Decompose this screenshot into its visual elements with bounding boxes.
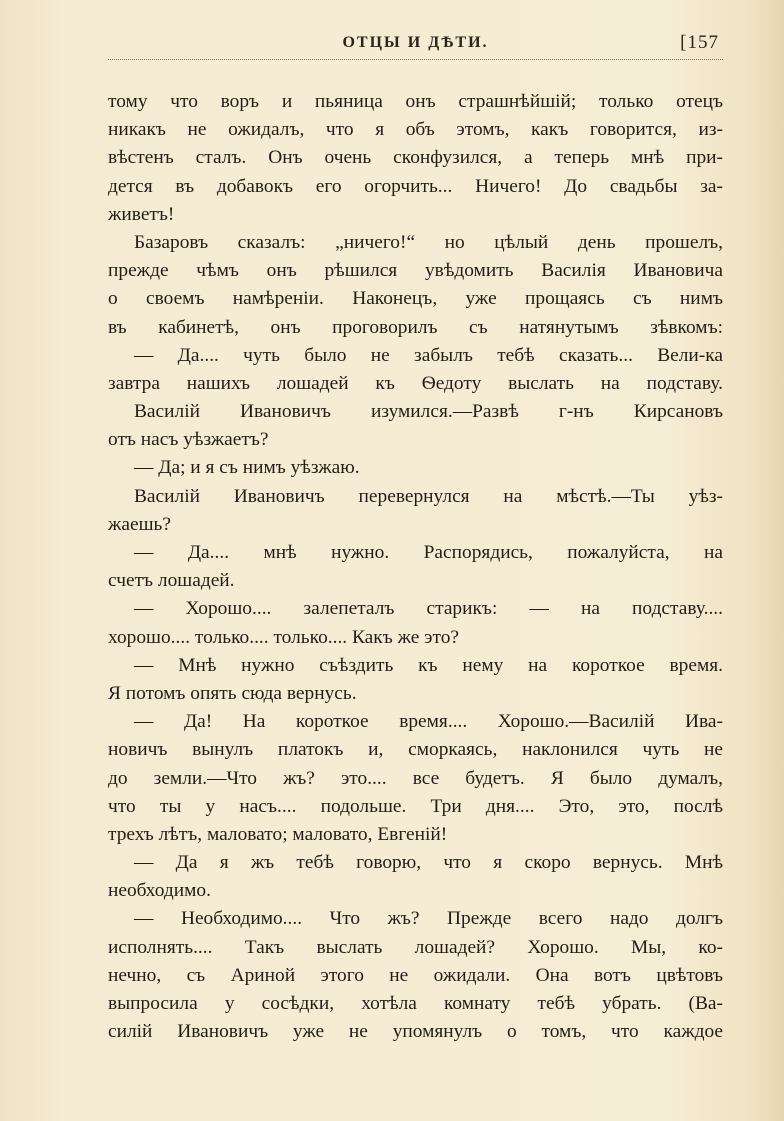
- text-line: — Да.... чуть было не забылъ тебѣ сказать... Вели-ка: [134, 344, 723, 366]
- running-title: ОТЦЫ И ДѢТИ.: [342, 34, 489, 51]
- text-line: завтра нашихъ лошадей къ Ѳедоту выслать на подставу.: [108, 372, 723, 394]
- text-line: дется въ добавокъ его огорчить... Ничего! До свадьбы за-: [108, 175, 723, 197]
- text-line: исполнять.... Такъ выслать лошадей? Хорошо. Мы, ко-: [108, 936, 723, 958]
- text-line: — Да.... мнѣ нужно. Распорядись, пожалуйста, на: [134, 542, 723, 563]
- header-rule: [108, 59, 723, 60]
- page-number: [157: [680, 32, 719, 53]
- body-text: [108, 88, 723, 1046]
- text-line: силій Ивановичъ уже не упомянулъ о томъ, что каждое: [108, 1021, 723, 1043]
- text-line: вѣстенъ сталъ. Онъ очень сконфузился, а теперь мнѣ при-: [108, 147, 723, 169]
- text-line: никакъ не ожидалъ, что я объ этомъ, какъ говорится, из-: [108, 119, 723, 141]
- text-line: выпросила у сосѣдки, хотѣла комнату тебѣ убрать. (Ва-: [108, 993, 723, 1014]
- text-line: необходимо.: [108, 880, 211, 902]
- text-line: нечно, съ Ариной этого не ожидали. Она вотъ цвѣтовъ: [108, 964, 723, 986]
- text-line: трехъ лѣтъ, маловато; маловато, Евгеній!: [108, 823, 448, 845]
- text-line: — Да; и я съ нимъ уѣзжаю.: [134, 457, 360, 479]
- text-line: — Необходимо.... Что жъ? Прежде всего надо долгъ: [134, 908, 723, 930]
- text-line: новичъ вынулъ платокъ и, сморкаясь, наклонился чуть не: [108, 739, 723, 761]
- text-line: въ кабинетѣ, онъ проговорилъ съ натянутымъ зѣвкомъ:: [108, 316, 723, 338]
- text-line: Василій Ивановичъ изумился.—Развѣ г-нъ Кирсановъ: [134, 401, 723, 423]
- text-line: живетъ!: [108, 203, 175, 225]
- text-line: счетъ лошадей.: [108, 570, 235, 592]
- text-line: что ты у насъ.... подольше. Три дня.... Это, это, послѣ: [108, 795, 723, 817]
- text-line: отъ насъ уѣзжаетъ?: [108, 429, 269, 451]
- text-line: — Да я жъ тебѣ говорю, что я скоро вернусь. Мнѣ: [134, 852, 723, 874]
- text-line: Базаровъ сказалъ: „ничего!“ но цѣлый день прошелъ,: [134, 231, 723, 253]
- text-line: — Хорошо.... залепеталъ старикъ: — на подставу....: [134, 598, 723, 620]
- text-line: жаешь?: [108, 513, 171, 535]
- text-line: о своемъ намѣреніи. Наконецъ, уже прощаясь съ нимъ: [108, 288, 723, 310]
- text-line: Я потомъ опять сюда вернусь.: [108, 682, 357, 704]
- text-line: до земли.—Что жъ? это.... все будетъ. Я было думалъ,: [108, 767, 723, 789]
- text-line: тому что воръ и пьяница онъ страшнѣйшій; только отецъ: [108, 91, 723, 112]
- text-line: прежде чѣмъ онъ рѣшился увѣдомить Василія Ивановича: [108, 260, 723, 282]
- page-header: [108, 32, 723, 64]
- text-line: — Мнѣ нужно съѣздить къ нему на короткое время.: [134, 654, 723, 676]
- text-line: Василій Ивановичъ перевернулся на мѣстѣ.—Ты уѣз-: [134, 485, 723, 507]
- text-line: — Да! На короткое время.... Хорошо.—Василій Ива-: [134, 711, 723, 733]
- text-line: хорошо.... только.... только.... Какъ же это?: [108, 626, 460, 648]
